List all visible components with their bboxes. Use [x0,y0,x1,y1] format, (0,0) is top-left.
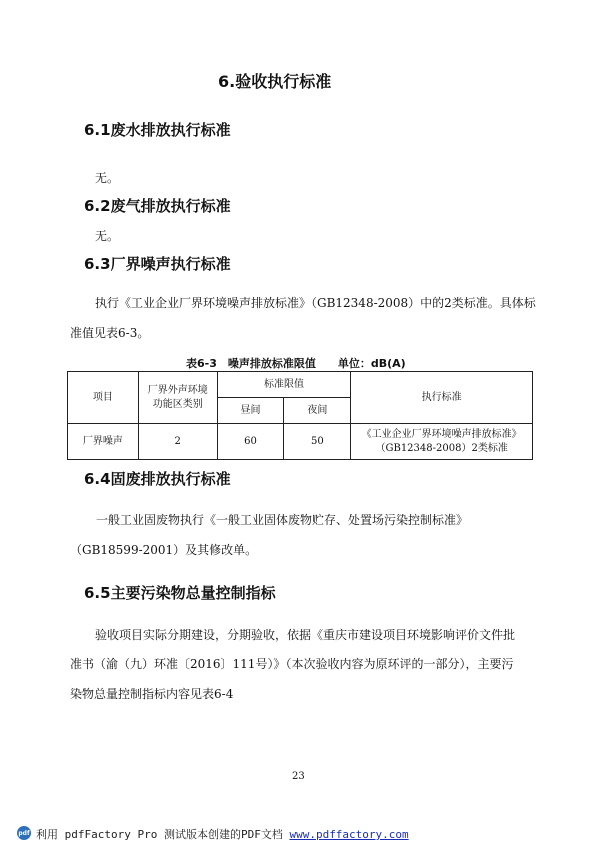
cell-item: 厂界噪声 [68,424,139,460]
footer-text: 利用 pdfFactory Pro 测试版本创建的PDF文档 [36,828,290,841]
section-body-6-2: 无。 [95,229,120,243]
cell-standard [351,424,533,460]
header-item: 项目 [68,372,139,424]
section-heading-6-1: 6.1废水排放执行标准 [84,121,231,139]
section-heading-6-4: 6.4固废排放执行标准 [84,470,231,488]
noise-limits-table [67,371,533,460]
section-body-6-3-line1: 执行《工业企业厂界环境噪声排放标准》（GB12348-2008）中的2类标准。具体标 [95,296,536,310]
header-category [138,372,217,424]
table-row [68,424,533,460]
header-limits: 标准限值 [217,372,351,398]
cell-standard-line2: （GB12348-2008）2类标准 [375,442,508,454]
cell-day: 60 [217,424,284,460]
cell-standard-line1: 《工业企业厂界环境噪声排放标准》 [361,428,522,440]
header-day: 昼间 [217,398,284,424]
footer [36,826,409,842]
section-body-6-1: 无。 [95,171,120,185]
page-number: 23 [292,771,305,782]
table-caption: 表6-3 噪声排放标准限值 单位：dB(A) [186,357,406,370]
cell-category: 2 [138,424,217,460]
section-body-6-4-line2: （GB18599-2001）及其修改单。 [70,543,258,557]
footer-link[interactable]: www.pdffactory.com [289,828,409,841]
section-body-6-4-line1: 一般工业固废物执行《一般工业固体废物贮存、处置场污染控制标准》 [96,513,469,527]
page-title: 6.验收执行标准 [218,72,332,91]
header-category-line1: 厂界外声环境 [147,384,208,396]
header-night: 夜间 [284,398,351,424]
cell-night: 50 [284,424,351,460]
section-body-6-5-line1: 验收项目实际分期建设，分期验收，依据《重庆市建设项目环境影响评价文件批 [95,628,516,642]
section-body-6-5-line2: 准书（渝（九）环准〔2016〕111号）》（本次验收内容为原环评的一部分），主要污 [70,657,514,671]
section-heading-6-2: 6.2废气排放执行标准 [84,197,231,215]
header-category-line2: 功能区类别 [152,398,203,410]
header-standard: 执行标准 [351,372,533,424]
section-heading-6-5: 6.5主要污染物总量控制指标 [84,584,276,602]
section-heading-6-3: 6.3厂界噪声执行标准 [84,255,231,273]
section-body-6-3-line2: 准值见表6-3。 [70,326,150,340]
section-body-6-5-line3: 染物总量控制指标内容见表6-4 [70,687,234,701]
pdffactory-logo-icon: pdf [17,826,31,840]
